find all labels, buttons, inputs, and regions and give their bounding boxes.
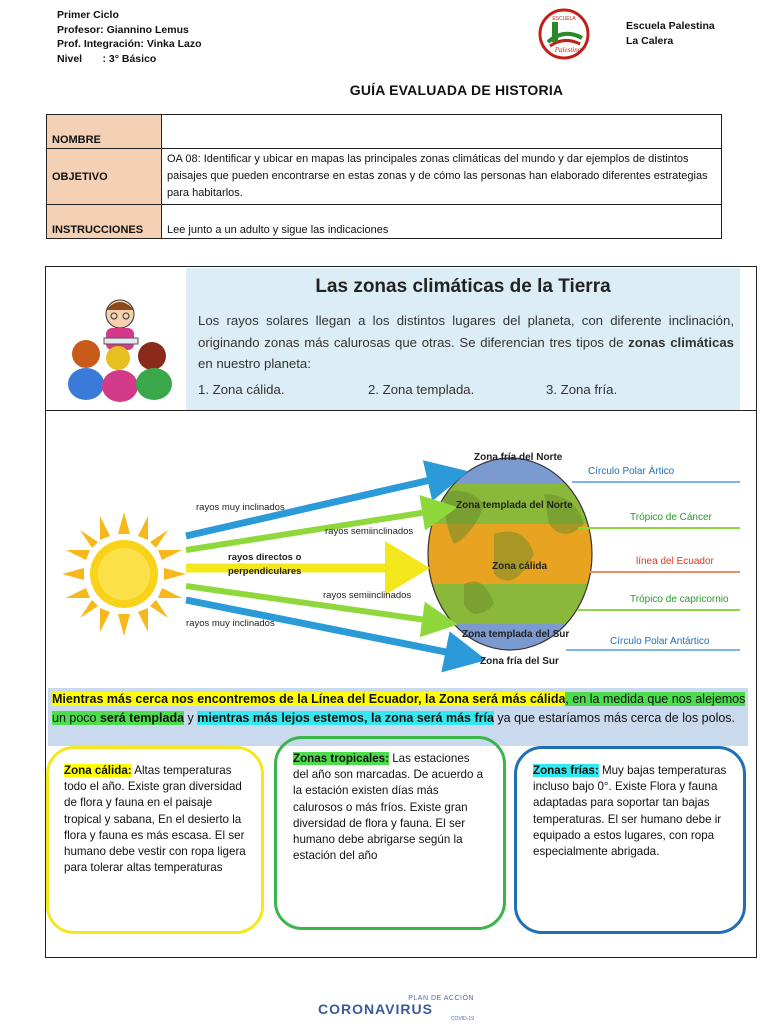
footer-sub: COVID-19 <box>450 1016 474 1022</box>
header-info <box>57 8 202 66</box>
explanation-text: Mientras más cerca nos encontremos de la Línea del Ecuador, la Zona será más cálida, en la medida que nos alejemos un poco será templada y mientras más lejos estemos, la zona será más fría ya que estaríamos más cerca de los polos. <box>52 692 746 725</box>
footer-logo <box>318 995 478 1021</box>
footer-top: PLAN DE ACCIÓN <box>408 995 474 1002</box>
zone-label: Zona fría del Norte <box>474 452 563 463</box>
zone-list-item: 2. Zona templada. <box>368 382 475 397</box>
banner-text: Los rayos solares llegan a los distintos lugares del planeta, con diferente inclinación, originando zonas más calurosas que otras. Se diferencian tres tipos de zonas climáticas en nuestro planeta: <box>198 313 734 371</box>
header-line: Profesor: Giannino Lemus <box>57 23 189 36</box>
school-name: Escuela Palestina <box>626 20 715 32</box>
zone-label: Zona templada del Norte <box>456 500 573 511</box>
line-label: Círculo Polar Ártico <box>588 466 675 477</box>
line-label: Trópico de capricornio <box>630 594 729 605</box>
svg-text:Palestina: Palestina <box>554 46 582 54</box>
name-field[interactable] <box>162 115 722 149</box>
zone-box-text: Zonas tropicales: Las estaciones del año son marcadas. De acuerdo a la estación existen días más calurosos o más fríos. Existe gran diversidad de flora y fauna. El ser humano debe abrigarse según la estación del año <box>293 752 484 863</box>
ray-label: rayos muy inclinados <box>196 502 285 513</box>
ray-label: perpendiculares <box>228 566 302 577</box>
zone-box-text: Zona cálida: Altas temperaturas todo el año. Existe gran diversidad de flora y fauna en el paisaje tropical y sabana, En el desierto la flora y fauna es más escasa. El ser humano debe vestir con ropa ligera para tolerar altas temperaturas <box>64 764 246 875</box>
table-row <box>47 205 722 239</box>
banner-title: Las zonas climáticas de la Tierra <box>315 276 611 297</box>
label-objetivo: OBJETIVO <box>47 149 162 205</box>
line-label: Trópico de Cáncer <box>630 512 712 523</box>
children-illustration <box>64 292 178 404</box>
zone-box-calida <box>46 746 264 934</box>
objective-text: OA 08: Identificar y ubicar en mapas las principales zonas climáticas del mundo y dar ejemplos de distintos paisajes que pueden encontrarse en estas zonas y de cómo las personas han elaborado diferentes estrategias para habitarlos. <box>162 149 722 205</box>
label-nombre: NOMBRE <box>47 115 162 149</box>
zone-list-item: 3. Zona fría. <box>546 382 618 397</box>
table-row <box>47 115 722 149</box>
ray-label: rayos semiinclinados <box>323 590 412 601</box>
info-table <box>46 114 722 239</box>
page-title: GUÍA EVALUADA DE HISTORIA <box>349 82 564 98</box>
table-row <box>47 149 722 205</box>
line-label: línea del Ecuador <box>636 556 714 567</box>
zone-label: Zona fría del Sur <box>480 656 559 667</box>
school-logo <box>538 8 590 60</box>
school-city: La Calera <box>626 35 674 47</box>
instructions-text: Lee junto a un adulto y sigue las indicaciones <box>162 205 722 239</box>
header-line: Primer Ciclo <box>57 9 119 21</box>
school-info <box>626 19 715 49</box>
ray-label: rayos muy inclinados <box>186 618 275 629</box>
zone-box-text: Zonas frías: Muy bajas temperaturas incluso bajo 0°. Existe Flora y fauna adaptadas para soportar tan bajas temperaturas. El ser humano debe ir equipado a estos lugares, con ropa especialmente abrigada. <box>533 764 727 859</box>
header-line: Prof. Integración: Vinka Lazo <box>57 38 202 50</box>
ray-label: rayos semiinclinados <box>325 526 414 537</box>
line-label: Círculo Polar Antártico <box>610 636 710 647</box>
header-line: Nivel : 3° Básico <box>57 52 157 65</box>
zone-label: Zona cálida <box>492 561 548 572</box>
label-instrucciones: INSTRUCCIONES <box>47 205 162 239</box>
ray-label: rayos directos o <box>228 552 302 563</box>
footer-main: CORONAVIRUS <box>318 1001 433 1017</box>
zone-label: Zona templada del Sur <box>462 629 570 640</box>
zone-list-item: 1. Zona cálida. <box>198 382 285 397</box>
zone-box-tropicales <box>274 736 506 930</box>
svg-text:ESCUELA: ESCUELA <box>552 16 576 22</box>
zone-box-frias <box>514 746 746 934</box>
